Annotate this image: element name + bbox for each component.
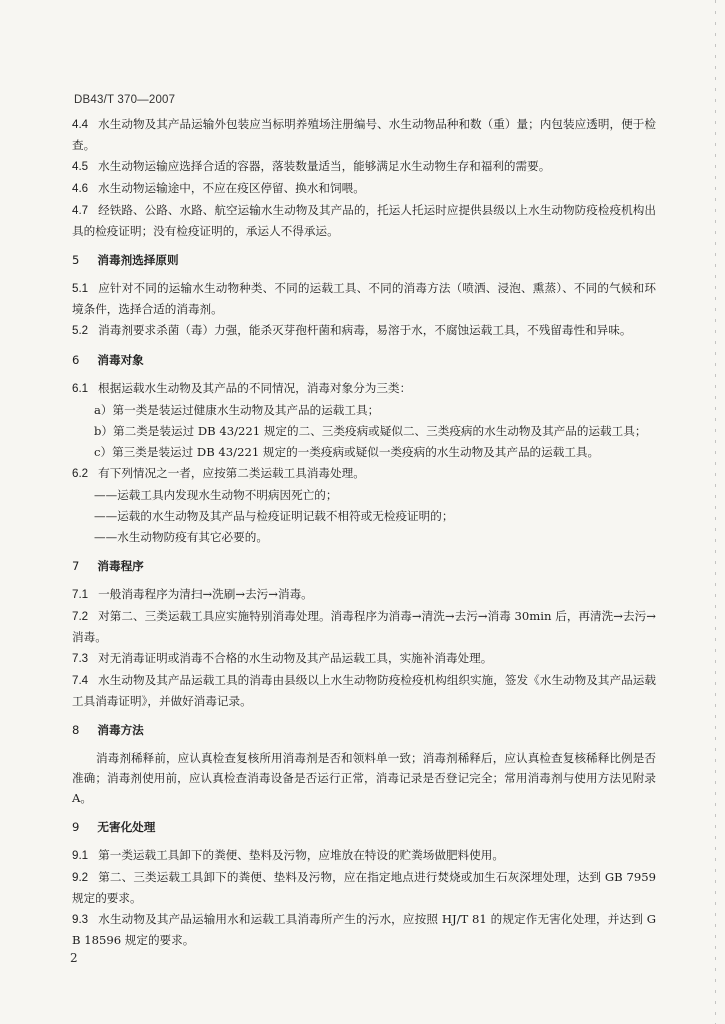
clause-4-5: 4.5 水生动物运输应选择合适的容器，落装数量适当，能够满足水生动物生存和福利的需要。 (72, 159, 551, 173)
section-8-paragraph: 消毒剂稀释前，应认真检查复核所用消毒剂是否和领料单一致；消毒剂稀释后，应认真检查复核稀释比例是否准确；消毒剂使用前，应认真检查消毒设备是否运行正常，消毒记录是否登记完全；常用消毒剂与使用方法见附录 A。 (72, 751, 656, 805)
clause-5-1: 5.1 应针对不同的运输水生动物种类、不同的运载工具、不同的消毒方法（喷洒、浸泡、熏蒸）、不同的气候和环境条件，选择合适的消毒剂。 (72, 281, 656, 316)
clause-6-1: 6.1 根据运载水生动物及其产品的不同情况，消毒对象分为三类： (72, 381, 412, 395)
list-item-c: c）第三类是装运过 DB 43/221 规定的一类疫病或疑似一类疫病的水生动物及其产品的运载工具。 (94, 445, 600, 459)
page-number: 2 (70, 951, 78, 965)
clause-7-2: 7.2 对第二、三类运载工具应实施特别消毒处理。消毒程序为消毒→清洗→去污→消毒 30min 后，再清洗→去污→消毒。 (72, 609, 656, 644)
clause-7-4: 7.4 水生动物及其产品运载工具的消毒由县级以上水生动物防疫检疫机构组织实施，签发《水生动物及其产品运载工具消毒证明》，并做好消毒记录。 (72, 673, 656, 708)
clause-7-3: 7.3 对无消毒证明或消毒不合格的水生动物及其产品运载工具，实施补消毒处理。 (72, 651, 493, 665)
clause-9-3: 9.3 水生动物及其产品运输用水和运载工具消毒所产生的污水，应按照 HJ/T 81 的规定作无害化处理，并达到 GB 18596 规定的要求。 (72, 912, 656, 947)
document-body (72, 114, 656, 951)
clause-4-7: 4.7 经铁路、公路、水路、航空运输水生动物及其产品的，托运人托运时应提供县级以上水生动物防疫检疫机构出具的检疫证明；没有检疫证明的，承运人不得承运。 (72, 203, 656, 238)
clause-4-6: 4.6 水生动物运输途中，不应在疫区停留、换水和饲喂。 (72, 181, 365, 195)
dash-item-1: ——运载工具内发现水生动物不明病因死亡的； (94, 488, 338, 502)
section-6-heading: 6 消毒对象 (72, 353, 144, 367)
clause-9-2: 9.2 第二、三类运载工具卸下的粪便、垫料及污物，应在指定地点进行焚烧或加生石灰深埋处理，达到 GB 7959 规定的要求。 (72, 870, 656, 905)
standard-code-header: DB43/T 370—2007 (74, 94, 176, 106)
section-8-heading: 8 消毒方法 (72, 723, 144, 737)
section-5-heading: 5 消毒剂选择原则 (72, 253, 179, 267)
list-item-a: a）第一类是装运过健康水生动物及其产品的运载工具； (94, 403, 380, 417)
list-item-b: b）第二类是装运过 DB 43/221 规定的二、三类疫病或疑似二、三类疫病的水生动物及其产品的运载工具； (94, 424, 647, 438)
scan-edge-line (715, 0, 716, 1024)
dash-item-2: ——运载的水生动物及其产品与检疫证明记载不相符或无检疫证明的； (94, 509, 454, 523)
section-7-heading: 7 消毒程序 (72, 559, 144, 573)
clause-6-2: 6.2 有下列情况之一者，应按第二类运载工具消毒处理。 (72, 466, 365, 480)
clause-7-1: 7.1 一般消毒程序为清扫→洗刷→去污→消毒。 (72, 587, 313, 601)
clause-5-2: 5.2 消毒剂要求杀菌（毒）力强，能杀灭芽孢杆菌和病毒，易溶于水，不腐蚀运载工具，不残留毒性和异味。 (72, 323, 632, 337)
clause-9-1: 9.1 第一类运载工具卸下的粪便、垫料及污物，应堆放在特设的贮粪场做肥料使用。 (72, 848, 504, 862)
section-9-heading: 9 无害化处理 (72, 820, 156, 834)
clause-4-4: 4.4 水生动物及其产品运输外包装应当标明养殖场注册编号、水生动物品种和数（重）量；内包装应透明，便于检查。 (72, 117, 656, 152)
dash-item-3: ——水生动物防疫有其它必要的。 (94, 530, 268, 544)
